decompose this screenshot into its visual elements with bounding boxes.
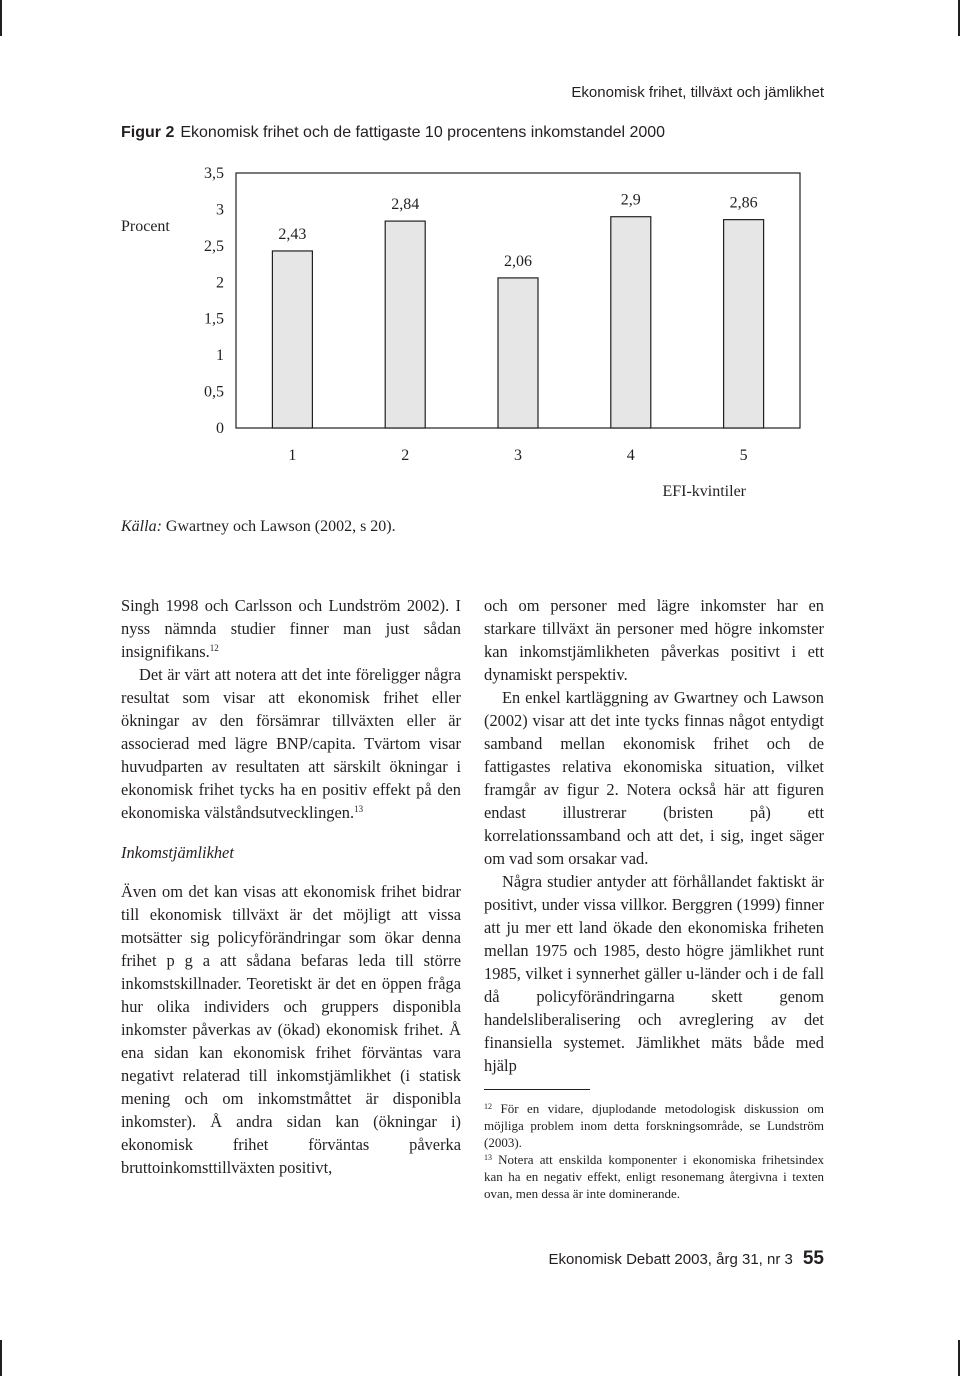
- x-tick-label: 2: [401, 447, 410, 464]
- left-column: [121, 594, 461, 1179]
- section-heading: Inkomstjämlikhet: [121, 843, 234, 862]
- page-number: 55: [802, 1248, 824, 1269]
- y-tick-label: 0: [216, 420, 224, 437]
- right-column: [484, 594, 824, 1202]
- x-tick-label: 1: [288, 447, 297, 464]
- x-tick-label: 3: [514, 447, 522, 464]
- paragraph: och om personer med lägre inkomster har en starkare tillväxt än personer med högre inkomster kan inkomstjämlikheten påverkas positivt i ett dynamiskt perspektiv.: [484, 596, 824, 684]
- footnote: [484, 1151, 824, 1202]
- footnote-number: 12: [484, 1102, 492, 1111]
- x-axis-label: EFI-kvintiler: [662, 483, 746, 500]
- figure-source: [121, 518, 396, 536]
- bar-chart: [0, 150, 960, 510]
- bar: [272, 251, 312, 428]
- paragraph: Några studier antyder att förhållandet faktiskt är positivt, under vissa villkor. Berggren (1999) finner att ju mer ett land ökade den ekonomiska friheten mellan 1975 och 1985, desto högre jämlikhet runt 1985, vilket i synnerhet gäller u-länder och i de fall då policyförändringarna skett genom handelsliberalisering och avreglering av det finansiella systemet. Jämlikhet mäts både med hjälp: [484, 872, 824, 1075]
- y-tick-label: 2,5: [204, 237, 224, 255]
- footnote-text: För en vidare, djuplodande metodologisk diskussion om möjliga problem inom detta forskningsområde, se Lundström (2003).: [484, 1101, 824, 1150]
- y-tick-label: 3,5: [204, 165, 224, 182]
- footnote-divider: [484, 1089, 590, 1090]
- footnote-ref: 13: [354, 804, 364, 814]
- bar-value-label: 2,43: [278, 225, 307, 243]
- y-axis-label: Procent: [121, 218, 170, 235]
- figure-title: Ekonomisk frihet och de fattigaste 10 procentens inkomstandel 2000: [180, 124, 666, 141]
- crop-mark-top-left: [0, 0, 2, 36]
- paragraph: Även om det kan visas att ekonomisk frihet bidrar till ekonomisk tillväxt är det möjligt att vissa motsätter sig policyförändringar som ökar denna frihet p g a att sådana befaras leda till större inkomstskillnader. Teoretiskt är det en öppen fråga hur olika individers och gruppers disponibla inkomster påverkas av (ökad) ekonomisk frihet. Å ena sidan kan ekonomisk frihet förväntas vara negativt relaterad till inkomstjämlikhet (i statisk mening och om inkomstmåttet är disponibla inkomster). Å andra sidan kan (ökningar i) ekonomisk frihet förväntas påverka bruttoinkomsttillväxten positivt,: [121, 882, 461, 1177]
- bar: [385, 221, 425, 428]
- running-head: Ekonomisk frihet, tillväxt och jämlikhet: [571, 84, 824, 101]
- paragraph: [121, 663, 461, 824]
- x-tick-label: 5: [739, 447, 748, 464]
- y-tick-label: 1,5: [204, 310, 224, 328]
- paragraph: [121, 594, 461, 663]
- y-tick-label: 2: [216, 274, 224, 292]
- y-tick-label: 3: [216, 201, 224, 219]
- source-label: Källa:: [121, 518, 162, 535]
- figure-label: Figur 2: [121, 124, 175, 141]
- paragraph-text: Singh 1998 och Carlsson och Lundström 2002). I nyss nämnda studier finner man just sådan insignifikans.: [121, 596, 461, 661]
- footnote-number: 13: [484, 1153, 492, 1162]
- bar-value-label: 2,86: [729, 194, 758, 212]
- paragraph: En enkel kartläggning av Gwartney och Lawson (2002) visar att det inte tycks finnas något entydigt samband mellan ekonomisk frihet och de fattigastes relativa ekonomiska situation, vilket framgår av figur 2. Notera också här att figuren endast illustrerar (bristen på) ett korrelationssamband och att det, i sig, inget säger om vad som orsakar vad.: [484, 688, 824, 868]
- bar: [498, 278, 538, 428]
- bar-value-label: 2,9: [620, 191, 641, 209]
- bar: [724, 220, 764, 428]
- footnote-text: Notera att enskilda komponenter i ekonomiska frihetsindex kan ha en negativ effekt, enligt resonemang återgivna i texten ovan, men dessa är inte dominerande.: [484, 1152, 824, 1201]
- crop-mark-bottom-left: [0, 1340, 2, 1376]
- paragraph-text: Det är värt att notera att det inte föreligger några resultat som visar att ekonomisk frihet eller ökningar av den försämrar tillväxten eller är associerad med lägre BNP/capita. Tvärtom visar huvudparten av resultaten att särskilt ökningar i ekonomisk frihet tycks ha en positiv effekt på den ekonomiska välståndsutvecklingen.: [121, 665, 461, 822]
- x-tick-label: 4: [626, 447, 635, 464]
- journal-name: Ekonomisk Debatt 2003, årg 31, nr 3: [548, 1251, 793, 1268]
- page-footer: [549, 1248, 824, 1270]
- source-text: Gwartney och Lawson (2002, s 20).: [161, 518, 396, 535]
- bar-value-label: 2,06: [504, 252, 532, 270]
- bar: [611, 217, 651, 428]
- bar-value-label: 2,84: [391, 196, 420, 214]
- footnote-ref: 12: [209, 643, 219, 653]
- figure-caption: [121, 124, 665, 142]
- y-tick-label: 0,5: [204, 383, 224, 401]
- y-tick-label: 1: [216, 347, 224, 365]
- footnote: [484, 1100, 824, 1151]
